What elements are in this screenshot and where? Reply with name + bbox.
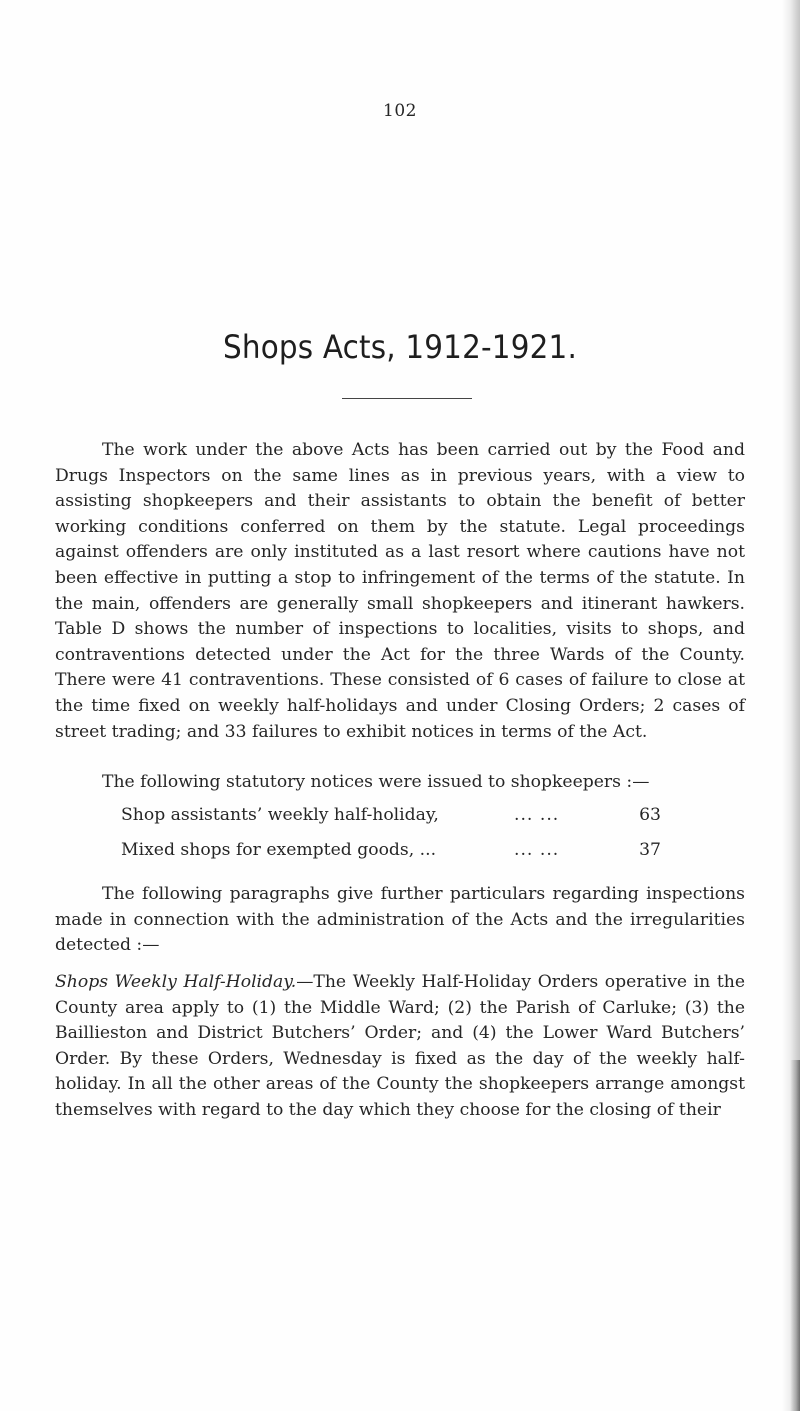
section-body: —The Weekly Half-Holiday Orders operative in the County area apply to (1) the Middle Ward; (2) the Parish of Carluke; (3) the Baillieston and District Butchers’ Order; and (4) the Lower Ward Butchers’ Order. By these Orders, Wednesday is fixed as the day of the weekly half-holiday. In all the other areas of the County the shopkeepers arrange amongst themselves with regard to the day which they choose for the closing of their [55, 972, 745, 1120]
notice-label: Shop assistants’ weekly half-holiday, [121, 805, 439, 825]
notice-leader: ... ... [514, 805, 560, 825]
notice-count: 37 [639, 840, 661, 860]
page-title: Shops Acts, 1912-1921. [222, 328, 578, 366]
section-lead: Shops Weekly Half-Holiday. [55, 972, 297, 992]
particulars-paragraph: The following paragraphs give further particulars regarding inspections made in connection with the administration of the Acts and the irregularities detected :— [55, 884, 745, 956]
notice-leader: ... ... [514, 840, 560, 860]
page-number: 102 [383, 101, 417, 121]
notice-row [121, 840, 661, 866]
half-holiday-paragraph [55, 970, 745, 1124]
title-divider [342, 398, 472, 399]
notices-heading: The following statutory notices were issued to shopkeepers :— [102, 772, 650, 792]
notice-count: 63 [639, 805, 661, 825]
notice-row [121, 805, 661, 831]
page-edge-shadow-bottom [790, 1060, 800, 1411]
intro-paragraph: The work under the above Acts has been carried out by the Food and Drugs Inspectors on the same lines as in previous years, with a view to assisting shopkeepers and their assistants to obtain the benefit of better working conditions conferred on them by the statute. Legal proceedings against offenders are only instituted as a last resort where cautions have not been effective in putting a stop to infringement of the terms of the statute. In the main, offenders are generally small shopkeepers and itinerant hawkers. Table D shows the number of inspections to localities, visits to shops, and contraventions detected under the Act for the three Wards of the County. There were 41 contraventions. These consisted of 6 cases of failure to close at the time fixed on weekly half-holidays and under Closing Orders; 2 cases of street trading; and 33 failures to exhibit notices in terms of the Act. [55, 440, 745, 742]
notice-label: Mixed shops for exempted goods, ... [121, 840, 437, 860]
